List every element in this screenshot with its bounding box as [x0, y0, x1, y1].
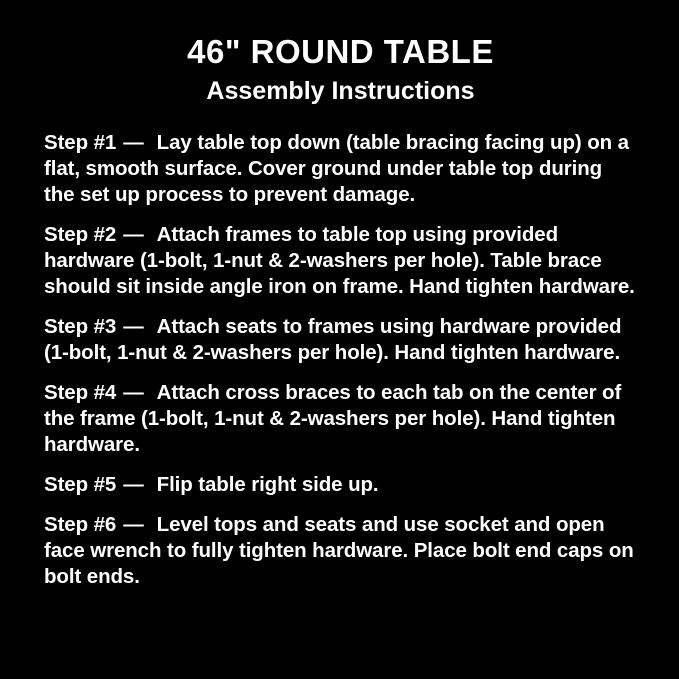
- step-6-label: Step #6: [44, 512, 117, 536]
- step-2-text: Attach frames to table top using provided hardware (1-bolt, 1-nut & 2-washers per hole). Table brace should sit inside angle iron on frame. Hand tighten hardware.: [44, 222, 635, 298]
- step-1-label: Step #1: [44, 130, 117, 154]
- step-separator: —: [123, 314, 144, 338]
- step-separator: —: [123, 472, 144, 496]
- step-3-text: Attach seats to frames using hardware provided (1-bolt, 1-nut & 2-washers per hole). Hand tighten hardware.: [44, 314, 622, 364]
- step-5-text: Flip table right side up.: [156, 472, 379, 496]
- step-2-paragraph: [44, 222, 637, 300]
- step-separator: —: [123, 130, 144, 154]
- step-1-text: Lay table top down (table bracing facing up) on a flat, smooth surface. Cover ground under table top during the set up process to prevent damage.: [44, 130, 629, 206]
- step-2-label: Step #2: [44, 222, 117, 246]
- step-separator: —: [123, 222, 144, 246]
- step-4-text: Attach cross braces to each tab on the center of the frame (1-bolt, 1-nut & 2-washers per hole). Hand tighten hardware.: [44, 380, 622, 456]
- page-subtitle: Assembly Instructions: [206, 77, 475, 106]
- page-title: 46" ROUND TABLE: [187, 33, 494, 70]
- step-5-label: Step #5: [44, 472, 117, 496]
- step-3-paragraph: [44, 314, 637, 366]
- step-1-paragraph: [44, 130, 637, 208]
- step-5-paragraph: [44, 472, 637, 498]
- step-6-text: Level tops and seats and use socket and open face wrench to fully tighten hardware. Place bolt end caps on bolt ends.: [44, 512, 634, 588]
- step-4-paragraph: [44, 380, 637, 458]
- step-separator: —: [123, 512, 144, 536]
- step-separator: —: [123, 380, 144, 404]
- steps-list: [44, 130, 637, 590]
- step-3-label: Step #3: [44, 314, 117, 338]
- step-4-label: Step #4: [44, 380, 117, 404]
- step-6-paragraph: [44, 512, 637, 590]
